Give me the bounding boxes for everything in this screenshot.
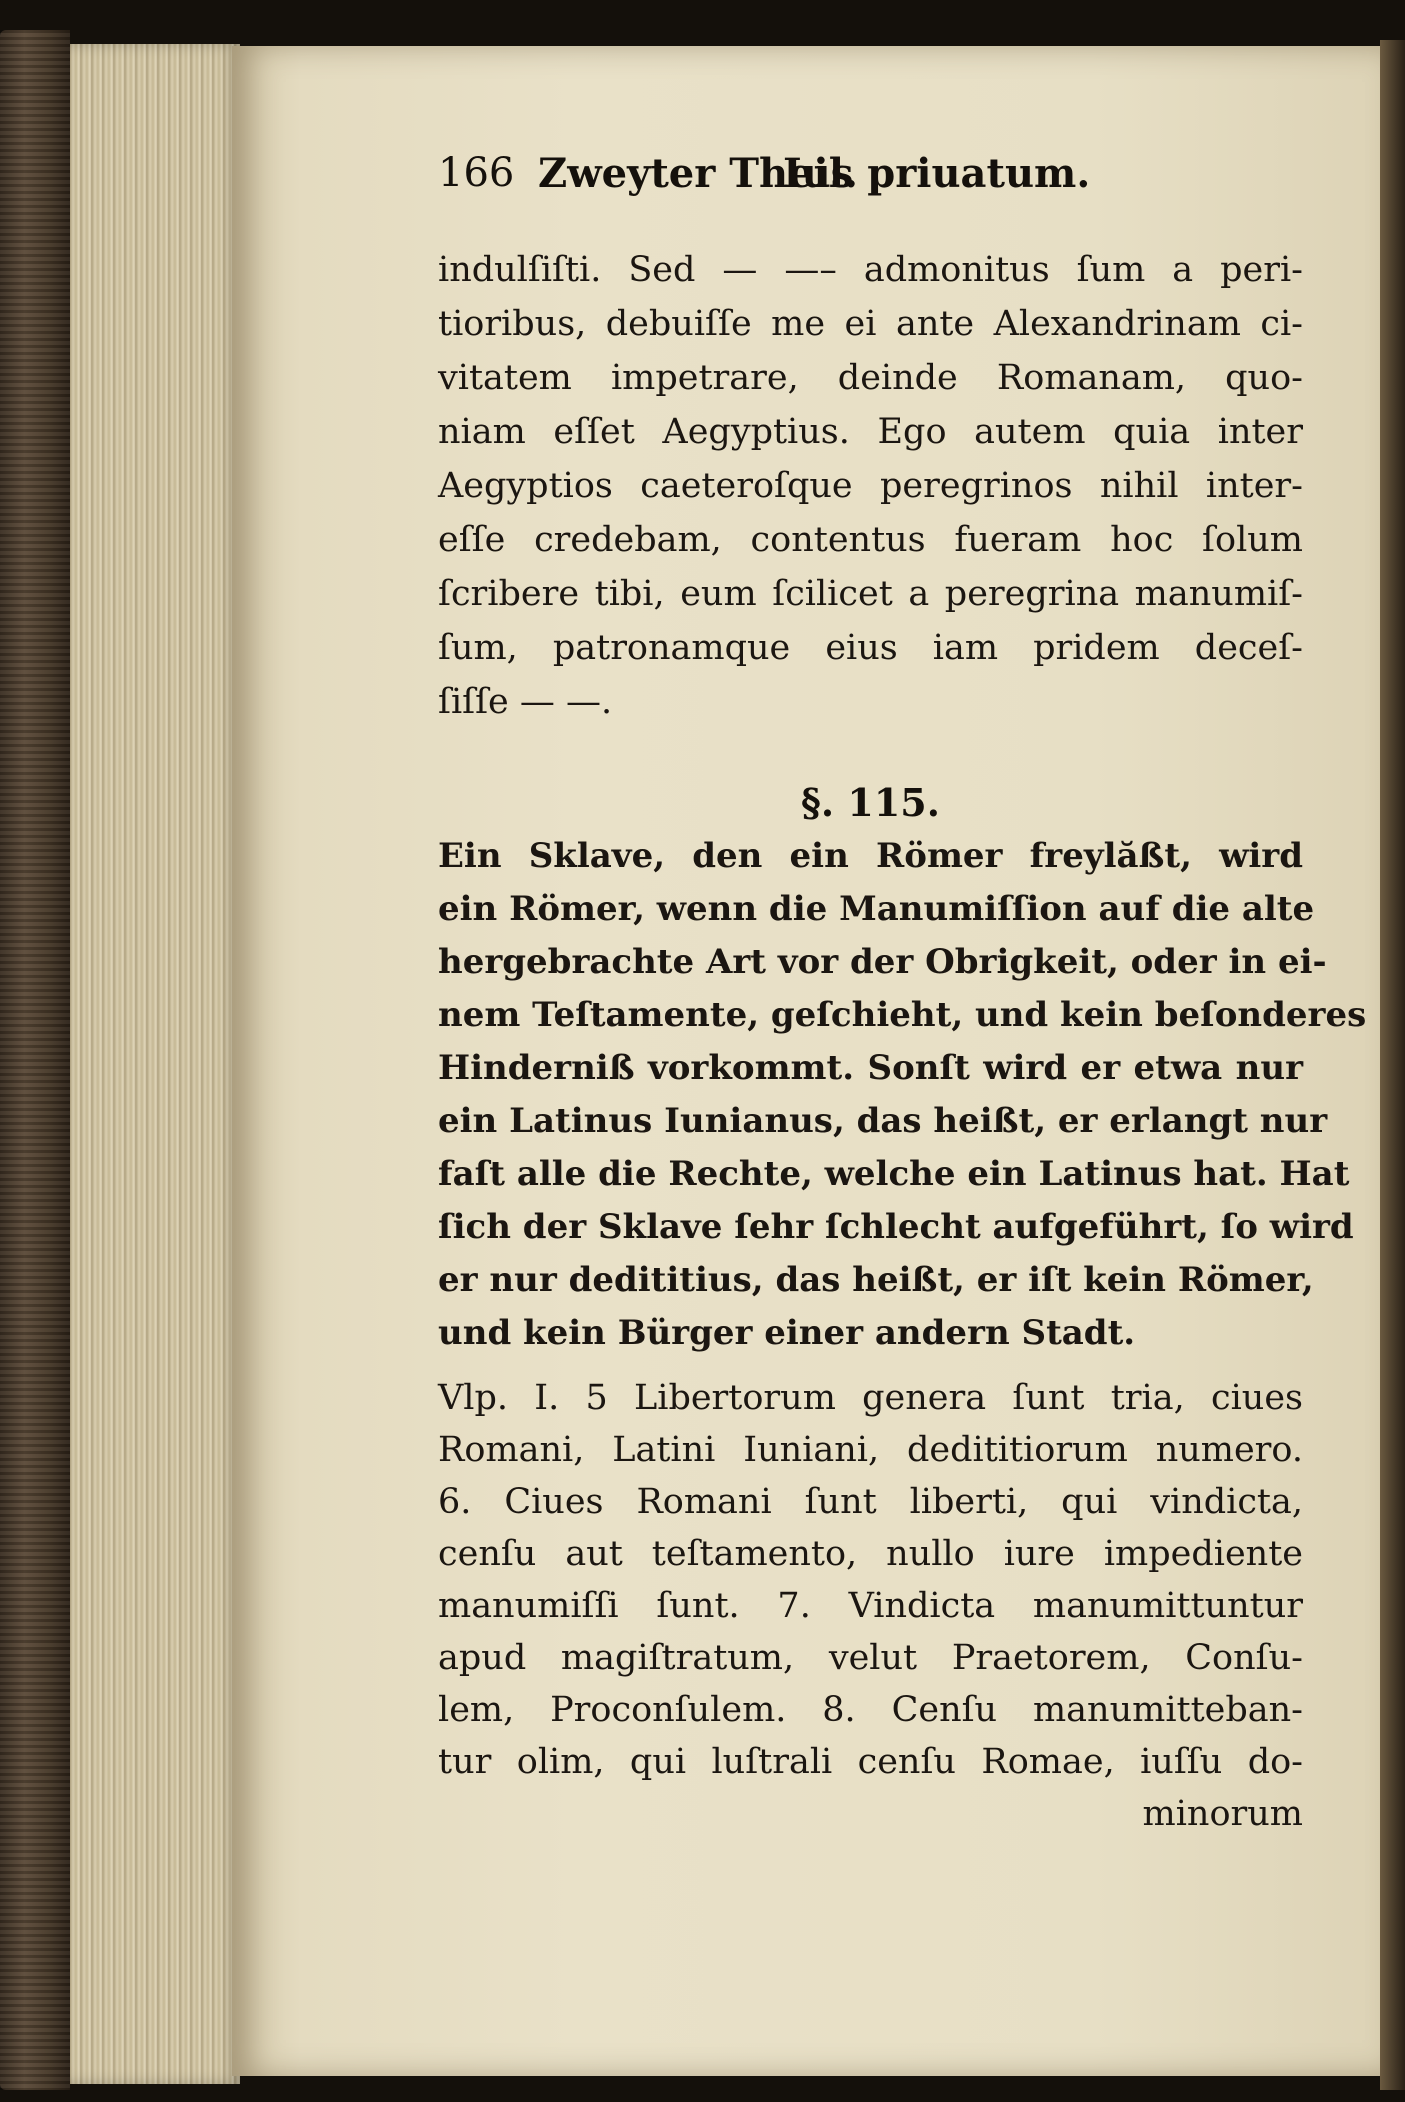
text-line: eſſe credebam, contentus fueram hoc ſolum [438,520,1303,560]
text-line: tioribus, debuiſſe me ei ante Alexandrinam ci- [438,304,1303,344]
text-line: ein Römer, wenn die Manumiſſion auf die alte [438,889,1315,929]
text-line: nem Teſtamente, geſchieht, und kein beſonderes [438,995,1367,1035]
part-title: Zweyter Theil. [538,150,858,197]
text-line: faſt alle die Rechte, welche ein Latinus hat. Hat [438,1154,1350,1194]
text-line: Romani, Latini Iuniani, dedititiorum numero. [438,1430,1303,1470]
text-line: indulſiſti. Sed — —– admonitus ſum a peri- [438,250,1303,290]
text-line: manumiſſi ſunt. 7. Vindicta manumittuntur [438,1586,1303,1626]
text-line: Vlp. I. 5 Libertorum genera ſunt tria, ciues [438,1378,1303,1418]
text-line: er nur dedititius, das heißt, er iſt kein Römer, [438,1260,1314,1300]
text-line: ein Latinus Iunianus, das heißt, er erlangt nur [438,1101,1328,1141]
text-line: ſcribere tibi, eum ſcilicet a peregrina manumiſ- [438,574,1303,614]
text-line: ſich der Sklave ſehr ſchlecht aufgeführt, ſo wird [438,1207,1354,1247]
text-line: cenſu aut teſtamento, nullo iure impediente [438,1534,1303,1574]
text-line: ſiſſe — —. [438,682,613,722]
text-line: apud magiſtratum, velut Praetorem, Conſu- [438,1638,1303,1678]
text-line: 6. Ciues Romani ſunt liberti, qui vindicta, [438,1482,1303,1522]
text-line: Ein Sklave, den ein Römer freylăßt, wird [438,836,1303,876]
text-line: hergebrachte Art vor der Obrigkeit, oder in ei- [438,942,1327,982]
stacked-page-edges [70,44,240,2084]
running-header [438,150,1303,206]
gutter-shadow [1380,40,1405,2090]
text-line: niam eſſet Aegyptius. Ego autem quia inter [438,412,1303,452]
page-number: 166 [438,150,515,196]
text-line: Hinderniß vorkommt. Sonſt wird er etwa nur [438,1048,1303,1088]
text-line: tur olim, qui luſtrali cenſu Romae, iuſſu do- [438,1742,1303,1782]
book-cover-edge [0,30,70,2090]
text-line: ſum, patronamque eius iam pridem deceſ- [438,628,1303,668]
text-line: lem, Proconſulem. 8. Cenſu manumitteban- [438,1690,1303,1730]
text-line: vitatem impetrare, deinde Romanam, quo- [438,358,1303,398]
running-topic: Ius priuatum. [783,150,1091,197]
text-line: und kein Bürger einer andern Stadt. [438,1313,1136,1353]
section-heading: §. 115. [801,780,940,825]
catchword: minorum [1142,1794,1303,1834]
text-line: Aegyptios caeteroſque peregrinos nihil inter- [438,466,1303,506]
